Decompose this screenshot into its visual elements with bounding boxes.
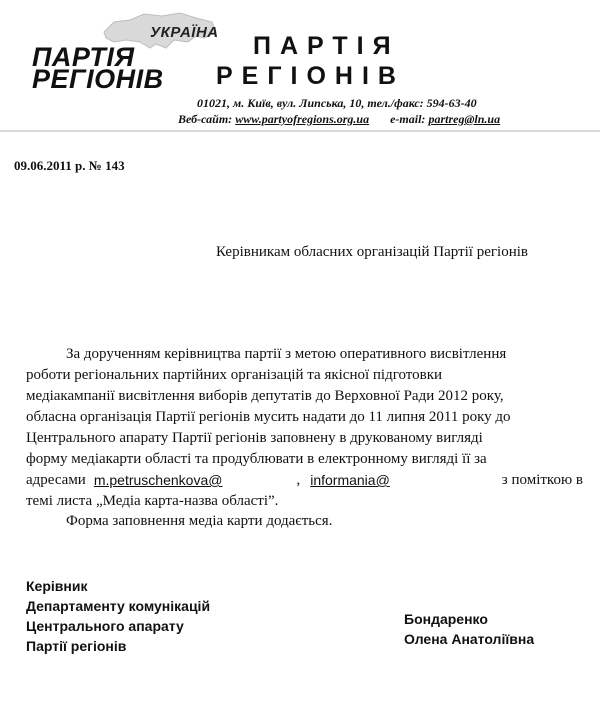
attachment-note: Форма заповнення медіа карти додається. — [66, 513, 333, 529]
email-label: e-mail: — [390, 112, 426, 126]
body-line: форму медіакарти області та продублювати в електронному вигляді її за — [26, 451, 487, 467]
website-link[interactable]: www.partyofregions.org.ua — [235, 112, 370, 126]
logo-regions-text: РЕГІОНІВ — [32, 64, 164, 94]
position-line: Партії регіонів — [26, 638, 127, 654]
body-line: медіакампанії висвітлення виборів депутатів до Верховної Ради 2012 року, — [26, 388, 504, 404]
letterhead-title-line2: РЕГІОНІВ — [216, 62, 405, 90]
logo-ukraina-text: УКРАЇНА — [150, 24, 219, 41]
signatory-name — [404, 609, 534, 649]
surname: Бондаренко — [404, 611, 488, 627]
addressee: Керівникам обласних організацій Партії регіонів — [216, 244, 528, 260]
position-line: Керівник — [26, 578, 88, 594]
letterhead-title-line1: ПАРТІЯ — [253, 32, 400, 60]
position-line: Департаменту комунікацій — [26, 598, 211, 614]
body-line: Центрального апарату Партії регіонів заповнену в друкованому вигляді — [26, 430, 483, 446]
email-informania[interactable]: informania@ — [310, 472, 390, 488]
header-divider — [0, 130, 600, 132]
website-label: Веб-сайт: — [178, 112, 233, 126]
body-line: обласна організація Партії регіонів мусить надати до 11 липня 2011 року до — [26, 409, 511, 425]
emails-prefix: адресами — [26, 472, 86, 488]
document-date-number: 09.06.2011 р. № 143 — [14, 158, 125, 173]
body-line: За дорученням керівництва партії з метою оперативного висвітлення — [66, 346, 507, 362]
given-names: Олена Анатоліївна — [404, 631, 535, 647]
party-logo — [22, 10, 219, 94]
letterhead-address: 01021, м. Київ, вул. Липська, 10, тел./факс: 594-63-40 — [197, 96, 477, 110]
logo-party-text: ПАРТІЯ — [32, 42, 135, 72]
body-paragraph — [26, 344, 583, 512]
body-line-emails — [26, 470, 583, 491]
body-line: роботи регіональних партійних організацій та якісної підготовки — [26, 367, 443, 383]
letterhead-contacts — [178, 112, 500, 127]
email-separator: , — [296, 472, 301, 488]
position-line: Центрального апарату — [26, 618, 184, 634]
body-line: темі листа „Медіа карта-назва області”. — [26, 493, 279, 509]
email-link[interactable]: partreg@ln.ua — [428, 112, 501, 126]
email-petruschenkova[interactable]: m.petruschenkova@ — [93, 472, 223, 488]
signatory-position — [26, 576, 210, 656]
emails-suffix: з поміткою в — [501, 472, 583, 488]
